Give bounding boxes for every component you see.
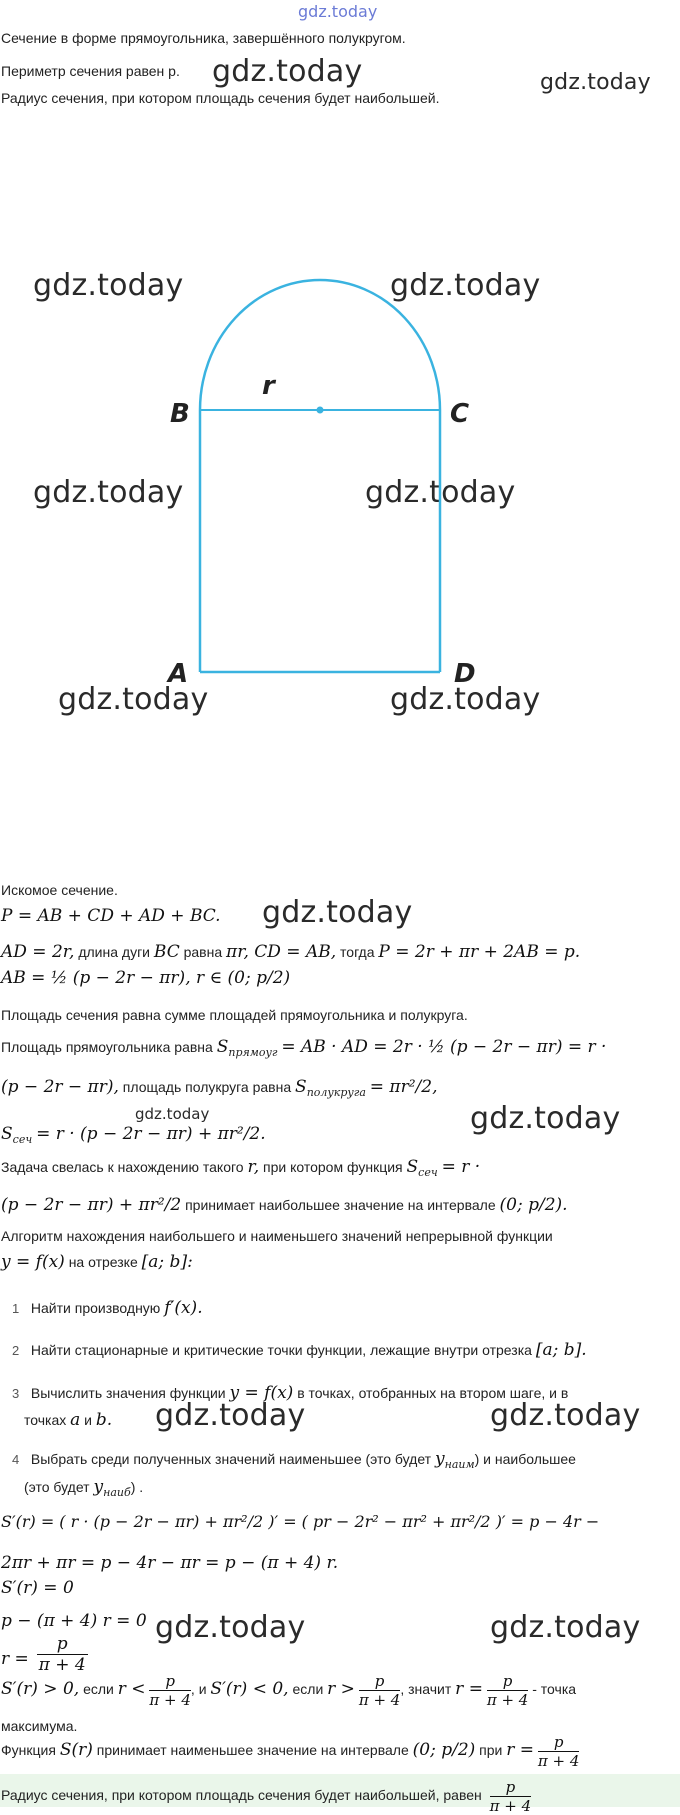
formula-ab: AB = ½ (p − 2r − πr), r ∈ (0; p/2) bbox=[1, 968, 291, 988]
function-conclusion: Функция S(r) принимает наименьшее значение на интервале (0; p/2) при r = $\frac{p}{\pi + 4}$ bbox=[1, 1733, 580, 1770]
formula-r-solution: r = $\frac{p}{\pi + 4}$ bbox=[1, 1634, 86, 1675]
intro-line-2: Периметр сечения равен p. bbox=[1, 63, 180, 79]
solution-line-11: Алгоритм нахождения наибольшего и наименьшего значений непрерывной функции bbox=[1, 1228, 553, 1244]
solution-line-5: Площадь сечения равна сумме площадей прямоугольника и полукруга. bbox=[1, 1007, 468, 1023]
solution-line-10: (p − 2r − πr) + πr²/2 принимает наибольшее значение на интервале (0; p/2). bbox=[1, 1195, 568, 1215]
step-4-cont: (это будет $y_{наиб}$) . bbox=[24, 1477, 144, 1499]
watermark: gdz.today bbox=[33, 475, 184, 510]
watermark: gdz.today bbox=[135, 1105, 210, 1123]
intro-line-3: Радиус сечения, при котором площадь сечения будет наибольшей. bbox=[1, 90, 440, 106]
watermark-top: gdz.today bbox=[298, 2, 378, 21]
step-2: 2 Найти стационарные и критические точки функции, лежащие внутри отрезка [a; b]. bbox=[12, 1340, 587, 1360]
watermark: gdz.today bbox=[490, 1398, 641, 1433]
formula-derivative-cont: 2πr + πr = p − 4r − πr = p − (π + 4) r. bbox=[1, 1553, 339, 1573]
step-3: 3 Вычислить значения функции y = f(x) в точках, отобранных на втором шаге, и в bbox=[12, 1383, 569, 1403]
watermark: gdz.today bbox=[490, 1610, 641, 1645]
step-4: 4 Выбрать среди полученных значений наименьшее (это будет $y_{наим}$) и наибольшее bbox=[12, 1449, 576, 1471]
formula-derivative: S′(r) = ( r · (p − 2r − πr) + πr²/2 )′ = ( pr − 2r² − πr² + πr²/2 )′ = p − 4r − bbox=[1, 1512, 600, 1531]
watermark: gdz.today bbox=[390, 268, 541, 303]
watermark: gdz.today bbox=[155, 1610, 306, 1645]
solution-line-12: y = f(x) на отрезке [a; b]: bbox=[1, 1252, 193, 1272]
watermark: gdz.today bbox=[212, 54, 363, 89]
formula-derivative-zero: S′(r) = 0 bbox=[1, 1578, 74, 1598]
label-d: D bbox=[454, 659, 476, 689]
center-point bbox=[317, 407, 324, 414]
watermark: gdz.today bbox=[58, 682, 209, 717]
solution-line-1: Искомое сечение. bbox=[1, 882, 118, 898]
watermark: gdz.today bbox=[262, 895, 413, 930]
answer-text: Радиус сечения, при котором площадь сечения будет наибольшей, равен $\frac{p}{\pi + 4}$ bbox=[1, 1778, 532, 1815]
watermark: gdz.today bbox=[390, 682, 541, 717]
intro-line-1: Сечение в форме прямоугольника, завершённого полукругом. bbox=[1, 30, 406, 46]
label-r: r bbox=[262, 371, 275, 401]
label-a: A bbox=[168, 659, 189, 689]
solution-line-7: (p − 2r − πr), площадь полукруга равна $S_{полукруга} = \pi r^2/2$, bbox=[1, 1077, 438, 1099]
watermark: gdz.today bbox=[470, 1101, 621, 1136]
cross-section-figure bbox=[0, 270, 680, 690]
watermark: gdz.today bbox=[155, 1398, 306, 1433]
label-c: C bbox=[450, 399, 470, 429]
solution-line-6: Площадь прямоугольника равна $S_{прямоуг}$ = AB · AD = 2r · ½ (p − 2r − πr) = r · bbox=[1, 1037, 607, 1059]
answer-bar bbox=[0, 1774, 680, 1815]
formula-perimeter: P = AB + CD + AD + BC. bbox=[1, 906, 221, 926]
formula-s-sech: $S_{сеч} = r \cdot (p - 2r - \pi r) + \pi r^2/2$. bbox=[1, 1124, 266, 1146]
solution-line-3: AD = 2r, длина дуги BC равна πr, CD = AB, тогда P = 2r + πr + 2AB = p. bbox=[1, 942, 581, 962]
label-b: B bbox=[170, 399, 190, 429]
formula-equation: p − (π + 4) r = 0 bbox=[1, 1611, 147, 1631]
semicircle-arc bbox=[200, 280, 440, 410]
step-3-cont: точках a и b. bbox=[24, 1410, 113, 1430]
watermark: gdz.today bbox=[365, 475, 516, 510]
watermark: gdz.today bbox=[540, 70, 651, 95]
watermark: gdz.today bbox=[33, 268, 184, 303]
solution-line-9: Задача свелась к нахождению такого r, при котором функция $S_{сеч} = r$ · bbox=[1, 1157, 481, 1179]
sign-analysis: S′(r) > 0, если r < $\frac{p}{\pi + 4}$ , и S′(r) < 0, если r > $\frac{p}{\pi + 4}$ , значит r = $\frac{p}{\pi + 4}$ - точка bbox=[1, 1672, 577, 1709]
step-1: 1 Найти производную f′(x). bbox=[12, 1298, 203, 1318]
maximum-word: максимума. bbox=[1, 1718, 78, 1734]
